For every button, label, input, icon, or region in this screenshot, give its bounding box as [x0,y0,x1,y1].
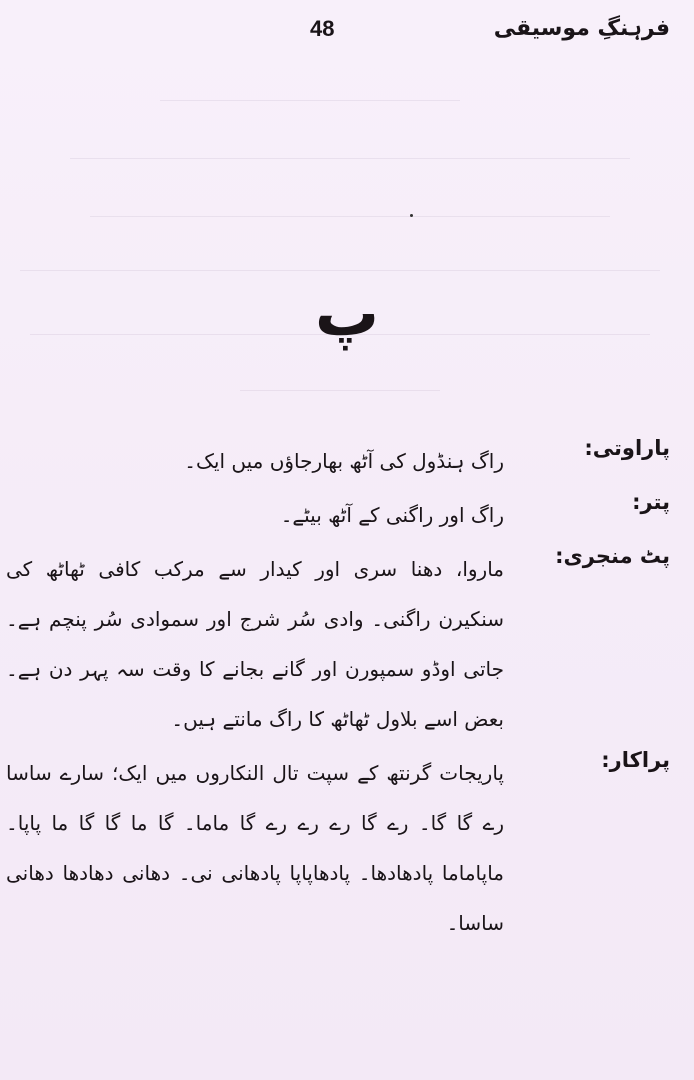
bleed-through-line [20,270,660,271]
glossary-entry [0,748,694,948]
bleed-through-line [90,216,610,217]
glossary-entries [0,436,694,948]
section-letter: پ [314,277,380,351]
page-number: 48 [310,16,335,41]
bleed-through-line [70,158,630,159]
entry-definition: راگ اور راگنی کے آٹھ بیٹے۔ [280,503,504,527]
entry-term: پتر: [632,490,670,514]
glossary-entry [0,436,694,486]
page-mark [410,214,413,217]
bleed-through-line [240,390,440,391]
bleed-through-line [160,100,460,101]
entry-term: پاراوتی: [584,436,670,460]
entry-term: پٹ منجری: [555,544,670,568]
entry-term: پراکار: [601,748,670,772]
glossary-entry [0,490,694,540]
entry-definition: راگ ہنڈول کی آٹھ بھارجاؤں میں ایک۔ [184,449,504,473]
entry-definition: پاریجات گرنتھ کے سپت تال النکاروں میں ایک؛ سارے ساسا رے گا گا۔ رے گا رے رے رے گا ماما۔ گا ما گا گا ما پاپا۔ ماپاماما پادھادھا۔ پادھاپاپا پادھانی نی۔ دھانی دھادھا دھانی ساسا۔ [6,761,504,935]
book-title: فرہنگِ موسیقی [493,16,670,41]
glossary-entry [0,544,694,744]
entry-definition: ماروا، دھنا سری اور کیدار سے مرکب کافی ٹھاٹھ کی سنکیرن راگنی۔ وادی سُر شرج اور سموادی سُر پنچم ہے۔ جاتی اوڈو سمپورن اور گانے بجانے کا وقت سہ پہر دن ہے۔ بعض اسے بلاول ٹھاٹھ کا راگ مانتے ہیں۔ [6,557,504,731]
